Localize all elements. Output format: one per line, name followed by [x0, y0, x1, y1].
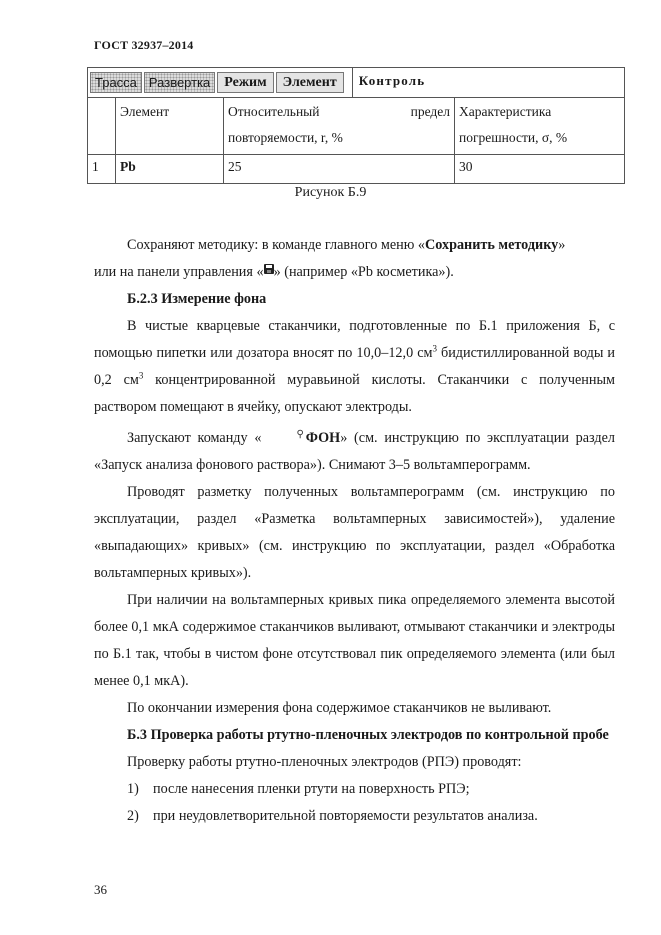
background-run-icon: ⚲ — [296, 429, 304, 440]
p3-before: Запускают команду « — [127, 430, 262, 446]
heading-b3: Б.3 Проверка работы ртутно-пленочных электродов по контрольной пробе — [127, 727, 609, 743]
list-text: при неудовлетворительной повторяемости результатов анализа. — [153, 808, 538, 824]
header-repeatability-left: Относительный — [228, 104, 320, 119]
check-list — [94, 776, 615, 830]
paragraph-fon — [94, 421, 615, 479]
paragraph-markup: Проводят разметку полученных вольтамперограмм (см. инструкцию по эксплуатации, раздел «Разметка вольтамперных зависимостей»), удаление «выпадающих» кривых» (см. инструкцию по эксплуатации, раздел «Обработка вольтамперных кривых»). — [94, 484, 615, 581]
header-error-line2: погрешности, σ, % — [459, 130, 568, 145]
p2-c: концентрированной муравьиной кислоты. Стаканчики с полученным раствором помещают в ячейку, опускают электроды. — [94, 372, 615, 415]
control-panel-figure — [87, 67, 625, 184]
table-row — [88, 155, 624, 184]
paragraph-check: Проверку работы ртутно-пленочных электродов (РПЭ) проводят: — [127, 754, 522, 770]
tab-mode[interactable]: Режим — [217, 72, 273, 93]
header-repeatability-line2: повторяемости, r, % — [228, 130, 343, 145]
table-header-row — [88, 98, 624, 155]
menu-command-save: Сохранить методику — [424, 237, 559, 253]
cell-element: Pb — [116, 155, 224, 184]
p1-after: » — [558, 237, 566, 253]
paragraph-end: По окончании измерения фона содержимое стаканчиков не выливают. — [127, 700, 552, 716]
p3-after: » (см. инструкцию по эксплуатации раздел «Запуск анализа фонового раствора»). Снимают 3–5 вольтамперограмм. — [94, 430, 615, 473]
document-header: ГОСТ 32937–2014 — [94, 38, 194, 52]
p1-line2-before: или на панели управления « — [94, 264, 264, 280]
header-repeatability-right: предел — [410, 104, 450, 119]
tab-control[interactable]: Контроль — [352, 68, 624, 97]
body-text — [94, 232, 615, 830]
paragraph-peak: При наличии на вольтамперных кривых пика определяемого элемента высотой более 0,1 мкА содержимое стаканчиков выливают, отмывают стаканчики и электроды по Б.1 так, чтобы в чистом фоне отсутствовал пик определяемого элемента (или был менее 0,1 мкА). — [94, 592, 615, 689]
header-cell-repeatability — [224, 98, 455, 155]
tab-bar — [88, 68, 624, 98]
list-text: после нанесения пленки ртути на поверхность РПЭ; — [153, 781, 470, 797]
superscript-3a: 3 — [432, 343, 437, 354]
tab-sweep[interactable]: Развертка — [144, 72, 215, 93]
tab-trace[interactable]: Трасса — [90, 72, 142, 93]
figure-caption: Рисунок Б.9 — [294, 185, 367, 200]
list-item — [94, 803, 615, 830]
list-number: 1) — [127, 781, 139, 797]
list-number: 2) — [127, 808, 139, 824]
page-number: 36 — [94, 882, 107, 897]
header-cell-element: Элемент — [116, 98, 224, 155]
command-fon: ФОН — [305, 430, 341, 446]
paragraph-save — [94, 232, 615, 259]
paragraph-cups — [94, 313, 615, 421]
heading-b23: Б.2.3 Измерение фона — [127, 291, 267, 307]
header-cell-number — [88, 98, 116, 155]
cell-repeatability[interactable]: 25 — [224, 155, 455, 184]
cell-number: 1 — [88, 155, 116, 184]
p2-b: бидистиллированной воды и 0,2 см — [94, 345, 615, 388]
superscript-3b: 3 — [138, 370, 144, 381]
control-table — [88, 98, 624, 183]
header-cell-error — [455, 98, 625, 155]
paragraph-save-line2 — [94, 259, 615, 286]
p1-line2-after: » (например «Pb косметика»). — [273, 264, 454, 280]
header-error-line1: Характеристика — [459, 104, 552, 119]
p1-before: Сохраняют методику: в команде главного меню « — [127, 237, 425, 253]
tab-element[interactable]: Элемент — [276, 72, 344, 93]
p2-a: В чистые кварцевые стаканчики, подготовленные по Б.1 приложения Б, с помощью пипетки или дозатора вносят по 10,0–12,0 см — [94, 318, 615, 361]
cell-error[interactable]: 30 — [459, 159, 473, 174]
list-item — [94, 776, 615, 803]
save-icon — [264, 264, 274, 274]
